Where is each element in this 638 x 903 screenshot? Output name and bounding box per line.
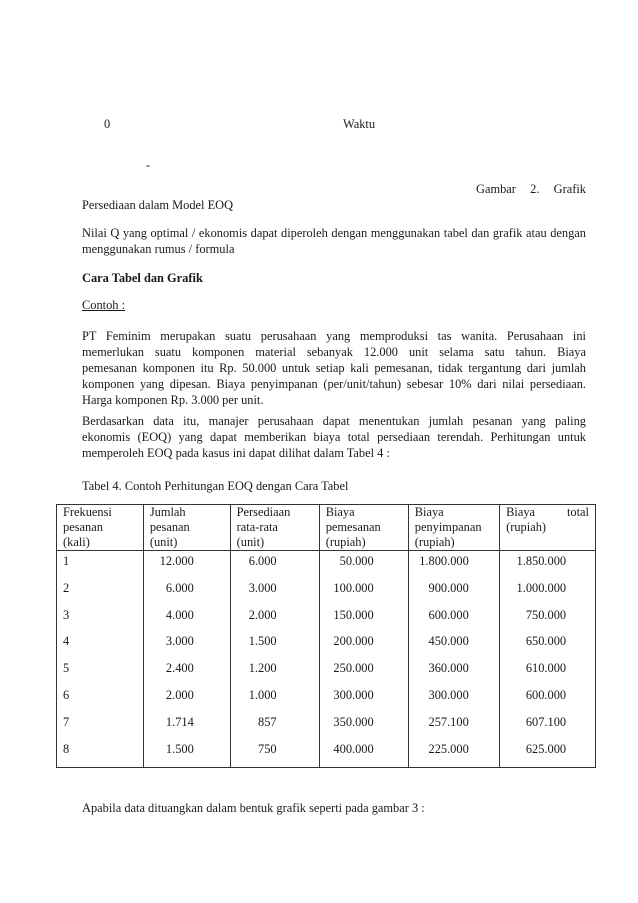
cell-frekuensi: 8	[57, 741, 144, 768]
table-row	[57, 551, 596, 580]
cell-biaya-penyimpanan: 900.000	[408, 580, 499, 607]
table-row	[57, 633, 596, 660]
cell-jumlah-pesanan: 2.400	[143, 660, 230, 687]
axis-time-label: Waktu	[343, 117, 376, 131]
cell-persediaan: 1.500	[230, 633, 319, 660]
cell-frekuensi: 7	[57, 714, 144, 741]
cell-biaya-total: 1.850.000	[500, 551, 596, 580]
cell-jumlah-pesanan: 4.000	[143, 607, 230, 634]
table-row	[57, 580, 596, 607]
cell-biaya-pemesanan: 300.000	[319, 687, 408, 714]
cell-persediaan: 3.000	[230, 580, 319, 607]
header-biaya-total: Biaya total (rupiah)	[500, 505, 596, 551]
cell-persediaan: 1.200	[230, 660, 319, 687]
cell-biaya-pemesanan: 200.000	[319, 633, 408, 660]
cell-persediaan: 2.000	[230, 607, 319, 634]
example-paragraph	[82, 328, 586, 408]
cell-persediaan: 6.000	[230, 551, 319, 580]
cell-biaya-total: 1.000.000	[500, 580, 596, 607]
cell-biaya-total: 610.000	[500, 660, 596, 687]
analysis-line: Berdasarkan data itu, manajer perusahaan dapat menentukan jumlah pesanan yang paling	[82, 414, 586, 428]
cell-biaya-penyimpanan: 360.000	[408, 660, 499, 687]
cell-biaya-total: 750.000	[500, 607, 596, 634]
table-row	[57, 741, 596, 768]
analysis-line: ekonomis (EOQ) yang dapat memberikan biaya total persediaan terendah. Perhitungan untuk	[82, 430, 586, 444]
example-line: komponen yang dipesan. Biaya penyimpanan (per/unit/tahun) sebesar 10% dari nilai persediaan.	[82, 377, 586, 391]
cell-biaya-pemesanan: 150.000	[319, 607, 408, 634]
table-title: Tabel 4. Contoh Perhitungan EOQ dengan Cara Tabel	[82, 479, 349, 493]
example-line: memerlukan suatu komponen material sebanyak 12.000 unit selama satu tahun. Biaya	[82, 345, 586, 359]
cell-jumlah-pesanan: 6.000	[143, 580, 230, 607]
cell-biaya-penyimpanan: 600.000	[408, 607, 499, 634]
cell-biaya-pemesanan: 400.000	[319, 741, 408, 768]
cell-persediaan: 750	[230, 741, 319, 768]
cell-frekuensi: 1	[57, 551, 144, 580]
cell-persediaan: 1.000	[230, 687, 319, 714]
table-header-row	[57, 505, 596, 551]
example-label: Contoh :	[82, 298, 126, 312]
header-biaya-penyimpanan: Biaya penyimpanan (rupiah)	[408, 505, 499, 551]
axis-zero-label: 0	[104, 117, 111, 131]
cell-biaya-pemesanan: 350.000	[319, 714, 408, 741]
section-heading: Cara Tabel dan Grafik	[82, 271, 203, 285]
header-biaya-pemesanan: Biaya pemesanan (rupiah)	[319, 505, 408, 551]
closing-sentence: Apabila data dituangkan dalam bentuk grafik seperti pada gambar 3 :	[82, 801, 425, 815]
cell-jumlah-pesanan: 2.000	[143, 687, 230, 714]
cell-jumlah-pesanan: 1.714	[143, 714, 230, 741]
cell-biaya-penyimpanan: 450.000	[408, 633, 499, 660]
header-persediaan: Persediaan rata-rata (unit)	[230, 505, 319, 551]
example-line: Harga komponen Rp. 3.000 per unit.	[82, 393, 264, 407]
cell-biaya-pemesanan: 100.000	[319, 580, 408, 607]
analysis-line: memperoleh EOQ pada kasus ini dapat dilihat dalam Tabel 4 :	[82, 446, 390, 460]
cell-jumlah-pesanan: 12.000	[143, 551, 230, 580]
figure-caption-line2: Persediaan dalam Model EOQ	[82, 198, 234, 212]
cell-biaya-penyimpanan: 1.800.000	[408, 551, 499, 580]
cell-biaya-penyimpanan: 225.000	[408, 741, 499, 768]
intro-paragraph: Nilai Q yang optimal / ekonomis dapat diperoleh dengan menggunakan tabel dan grafik atau dengan menggunakan rumus / formula	[82, 226, 586, 256]
cell-biaya-penyimpanan: 257.100	[408, 714, 499, 741]
table-row	[57, 687, 596, 714]
cell-jumlah-pesanan: 3.000	[143, 633, 230, 660]
cell-frekuensi: 5	[57, 660, 144, 687]
header-frekuensi: Frekuensi pesanan (kali)	[57, 505, 144, 551]
cell-biaya-total: 607.100	[500, 714, 596, 741]
table-row	[57, 714, 596, 741]
example-line: PT Feminim merupakan suatu perusahaan yang memproduksi tas wanita. Perusahaan ini	[82, 329, 586, 343]
cell-jumlah-pesanan: 1.500	[143, 741, 230, 768]
cell-frekuensi: 3	[57, 607, 144, 634]
cell-frekuensi: 2	[57, 580, 144, 607]
cell-biaya-total: 650.000	[500, 633, 596, 660]
table-row	[57, 607, 596, 634]
header-jumlah-pesanan: Jumlah pesanan (unit)	[143, 505, 230, 551]
stray-mark: -	[146, 158, 151, 172]
cell-biaya-total: 625.000	[500, 741, 596, 768]
table-row	[57, 660, 596, 687]
cell-biaya-total: 600.000	[500, 687, 596, 714]
cell-biaya-pemesanan: 250.000	[319, 660, 408, 687]
example-line: pemesanan komponen itu Rp. 50.000 untuk setiap kali pemesanan, tidak tergantung dari jumlah	[82, 361, 586, 375]
figure-caption-line1: Gambar 2. Grafik	[476, 182, 586, 196]
analysis-paragraph	[82, 413, 586, 461]
cell-frekuensi: 4	[57, 633, 144, 660]
cell-persediaan: 857	[230, 714, 319, 741]
eoq-table	[56, 504, 596, 768]
cell-biaya-pemesanan: 50.000	[319, 551, 408, 580]
cell-biaya-penyimpanan: 300.000	[408, 687, 499, 714]
cell-frekuensi: 6	[57, 687, 144, 714]
